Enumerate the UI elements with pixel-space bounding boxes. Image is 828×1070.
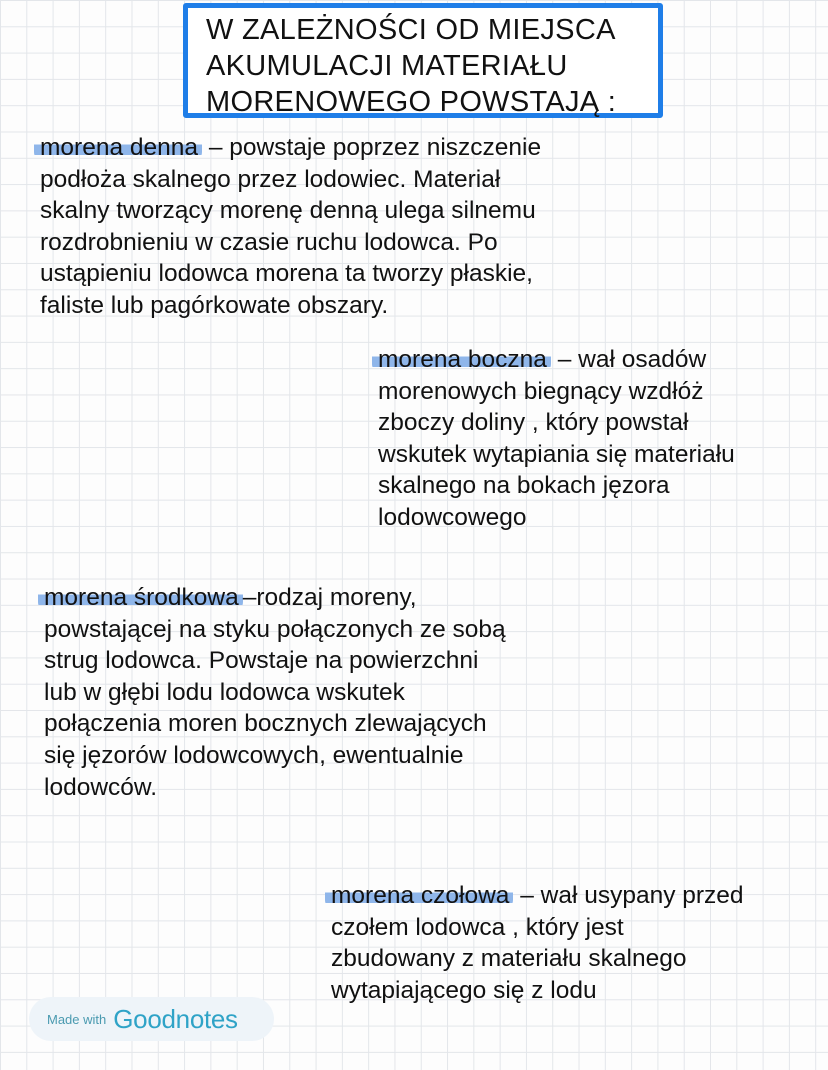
title-line-2: AKUMULACJI MATERIAŁU	[206, 50, 568, 82]
section-first-line	[331, 880, 744, 912]
title-line-1: W ZALEŻNOŚCI OD MIEJSCA	[206, 14, 616, 46]
text-line: skalny tworzący morenę denną ulega silnemu	[40, 197, 536, 225]
text-line: wskutek wytapiania się materiału	[378, 440, 735, 468]
text-line: lodowców.	[44, 773, 158, 801]
section-morena-czolowa	[331, 880, 744, 1006]
definition-start: –rodzaj moreny,	[242, 584, 417, 611]
section-first-line	[40, 132, 541, 164]
text-line: rozdrobnieniu w czasie ruchu lodowca. Po	[40, 228, 498, 256]
term-highlight: morena środkowa	[38, 584, 243, 611]
term-highlight: morena denna	[34, 134, 202, 161]
section-first-line	[378, 344, 735, 376]
text-line: podłoża skalnego przez lodowiec. Materiał	[40, 165, 501, 193]
text-line: wytapiającego się z lodu	[331, 976, 597, 1004]
text-line: zboczy doliny , który powstał	[378, 409, 689, 437]
definition-start: – wał osadów	[550, 346, 707, 373]
title-box	[183, 3, 663, 118]
text-line: się jęzorów lodowcowych, ewentualnie	[44, 741, 464, 769]
text-line: faliste lub pagórkowate obszary.	[40, 291, 389, 319]
text-line: lodowcowego	[378, 503, 527, 531]
made-with-label: Made with	[47, 1011, 107, 1027]
section-morena-denna	[40, 132, 541, 322]
text-line: skalnego na bokach jęzora	[378, 472, 670, 500]
definition-start: – wał usypany przed	[513, 882, 744, 909]
title-line-3: MORENOWEGO POWSTAJĄ :	[206, 86, 617, 118]
text-line: strug lodowca. Powstaje na powierzchni	[44, 647, 479, 675]
section-morena-boczna	[378, 344, 735, 534]
text-line: morenowych biegnący wzdłóż	[378, 377, 704, 405]
term-highlight: morena czołowa	[325, 882, 513, 909]
made-with-goodnotes-badge[interactable]	[29, 997, 274, 1041]
goodnotes-logo: Goodnotes	[113, 1003, 238, 1034]
text-line: czołem lodowca , który jest	[331, 913, 624, 941]
text-line: ustąpieniu lodowca morena ta tworzy płaskie,	[40, 260, 533, 288]
definition-start: – powstaje poprzez niszczenie	[202, 134, 542, 161]
text-line: zbudowany z materiału skalnego	[331, 945, 687, 973]
text-line: powstającej na styku połączonych ze sobą	[44, 615, 506, 643]
section-morena-srodkowa	[44, 582, 506, 803]
term-highlight: morena boczna	[372, 346, 551, 373]
text-line: połączenia moren bocznych zlewających	[44, 710, 487, 738]
text-line: lub w głębi lodu lodowca wskutek	[44, 678, 405, 706]
section-first-line	[44, 582, 506, 614]
